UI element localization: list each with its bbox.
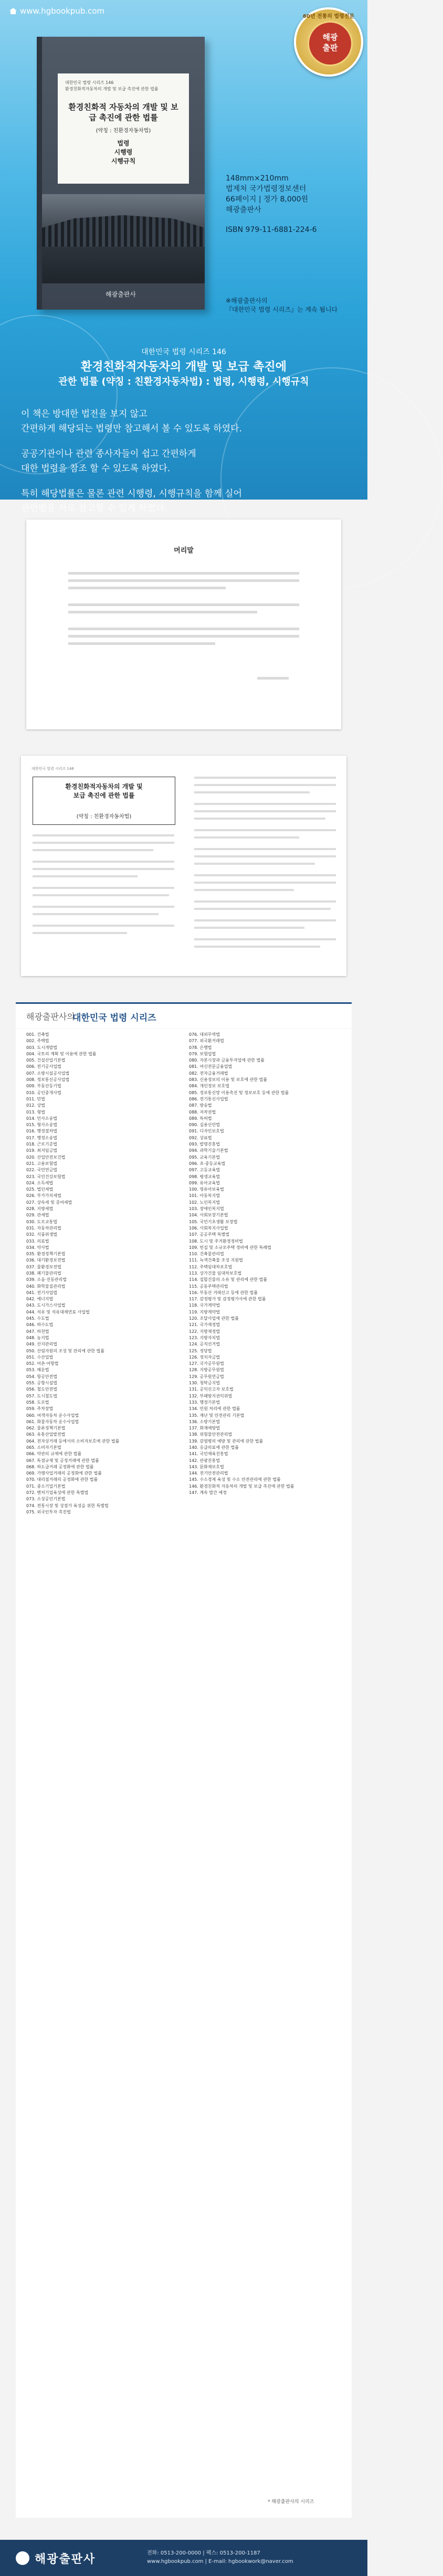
series-list-item: 100. 영유아보육법 xyxy=(189,1187,224,1192)
series-list-item: 090. 실용신안법 xyxy=(189,1122,220,1128)
series-list-item: 022. 국민연금법 xyxy=(26,1168,57,1173)
text-line xyxy=(33,834,174,836)
text-line xyxy=(68,587,226,589)
series-list-item: 113. 상가건물 임대차보호법 xyxy=(189,1270,242,1276)
book-description xyxy=(21,407,352,526)
series-list-item: 066. 약관의 규제에 관한 법률 xyxy=(26,1451,82,1457)
text-line xyxy=(194,836,299,839)
series-list-item: 091. 디자인보호법 xyxy=(189,1129,224,1134)
series-list-item: 099. 유아교육법 xyxy=(189,1180,220,1185)
series-list-item: 002. 주택법 xyxy=(26,1038,49,1044)
publisher-contact xyxy=(147,2549,293,2566)
badge-center-text: 해광 출판 xyxy=(322,33,338,52)
series-list-item: 080. 자본시장과 금융투자업에 관한 법률 xyxy=(189,1058,265,1063)
series-list-item: 119. 지방계약법 xyxy=(189,1309,220,1314)
series-list-item: 038. 폐기물관리법 xyxy=(26,1270,61,1276)
series-list-item: 028. 지방세법 xyxy=(26,1206,54,1212)
spec-gap xyxy=(226,215,357,225)
text-line xyxy=(194,829,336,831)
text-line xyxy=(33,894,169,896)
series-list-item: 085. 정보통신망 이용촉진 및 정보보호 등에 관한 법률 xyxy=(189,1090,289,1095)
series-list-item: 107. 공공주택 특별법 xyxy=(189,1232,229,1237)
text-line xyxy=(33,913,159,915)
text-line xyxy=(33,932,127,934)
series-list-item: 098. 평생교육법 xyxy=(189,1174,220,1179)
series-list-item: 117. 감정평가 및 감정평가사에 관한 법률 xyxy=(189,1297,266,1302)
series-list-item: 067. 독점규제 및 공정거래에 관한 법률 xyxy=(26,1458,99,1463)
text-line xyxy=(257,677,289,680)
series-list-item: 063. 유통산업발전법 xyxy=(26,1432,66,1437)
series-list-item: 082. 전자금융거래법 xyxy=(189,1070,228,1076)
text-line xyxy=(68,611,257,613)
text-line xyxy=(194,818,325,820)
series-list-item: 025. 법인세법 xyxy=(26,1187,54,1192)
site-url-text: www.hgbookpub.com xyxy=(20,6,105,16)
text-line xyxy=(194,791,310,793)
series-list-item: 109. 빈집 및 소규모주택 정비에 관한 특례법 xyxy=(189,1245,271,1250)
series-list-item: 108. 도시 및 주거환경정비법 xyxy=(189,1238,243,1244)
series-note xyxy=(226,296,362,314)
series-list-item: 120. 조달사업에 관한 법률 xyxy=(189,1316,239,1321)
text-line xyxy=(33,861,174,863)
series-list-item: 071. 중소기업기본법 xyxy=(26,1483,66,1489)
series-list-item: 104. 사회보장기본법 xyxy=(189,1213,228,1218)
series-list-item: 030. 도로교통법 xyxy=(26,1219,57,1224)
series-list-item: 046. 하수도법 xyxy=(26,1322,54,1328)
series-list-item: 074. 전통시장 및 상점가 육성을 위한 특별법 xyxy=(26,1503,109,1508)
text-line xyxy=(33,925,174,927)
series-list-item: 094. 과학기술기본법 xyxy=(189,1148,228,1153)
text-line xyxy=(33,906,174,908)
series-list-item: 021. 고용보험법 xyxy=(26,1161,57,1166)
series-list-item: 123. 지방자치법 xyxy=(189,1335,220,1340)
series-list-item: 010. 공인중개사법 xyxy=(26,1090,61,1095)
series-list-item: 110. 건축물관리법 xyxy=(189,1252,224,1257)
series-list-item: 105. 국민기초생활 보장법 xyxy=(189,1219,238,1224)
book-publisher: 해광출판사 xyxy=(106,291,136,298)
title-line: 환경친화적자동차의 개발 및 보급 촉진에 xyxy=(81,361,287,374)
series-list-item: 118. 국가계약법 xyxy=(189,1303,220,1308)
series-list-item: 141. 국민체육진흥법 xyxy=(189,1451,228,1457)
book-title-heading xyxy=(0,360,367,389)
series-list-item: 029. 관세법 xyxy=(26,1213,49,1218)
spec-publisher: 해광출판사 xyxy=(226,206,261,214)
series-list-item: 145. 수소경제 육성 및 수소 안전관리에 관한 법률 xyxy=(189,1477,281,1482)
series-list-item: 037. 물환경보전법 xyxy=(26,1264,61,1269)
text-line xyxy=(68,572,299,575)
series-list-item: 086. 전기통신사업법 xyxy=(189,1096,228,1101)
series-list xyxy=(16,1029,352,2518)
series-list-item: 056. 철도안전법 xyxy=(26,1387,57,1392)
series-list-item: 133. 행정기본법 xyxy=(189,1400,220,1405)
book-item: 시행령 xyxy=(114,149,133,156)
book-cover-title: 환경친화적 자동차의 개발 및 보급 촉진에 관한 법률 xyxy=(68,102,178,122)
spec-source: 법제처 국가법령정보센터 xyxy=(226,185,307,193)
series-list-item: 083. 신용정보의 이용 및 보호에 관한 법률 xyxy=(189,1077,267,1083)
series-list-item: 049. 산지관리법 xyxy=(26,1342,57,1347)
text-line xyxy=(68,628,299,630)
series-list-item: 006. 전기공사업법 xyxy=(26,1064,61,1069)
series-list-item: 127. 국가공무원법 xyxy=(189,1361,224,1366)
series-list-item: 140. 응급의료에 관한 법률 xyxy=(189,1445,239,1450)
text-line xyxy=(194,946,320,948)
text-line xyxy=(194,908,331,910)
book-cover-subtitle: (약칭 : 친환경자동차법) xyxy=(96,128,151,134)
preface-heading: 머리말 xyxy=(174,547,194,555)
text-line xyxy=(194,882,336,884)
book-series-small: 대한민국 법령 시리즈 146 환경친화적자동차의 개발 및 보급 촉진에 관한 법률 xyxy=(65,80,159,91)
series-list-item: 143. 문화재보호법 xyxy=(189,1464,224,1469)
series-list-item: 068. 하도급거래 공정화에 관한 법률 xyxy=(26,1464,94,1469)
series-list-item: 031. 자동차관리법 xyxy=(26,1225,61,1231)
series-header-title: 대한민국 법령 시리즈 xyxy=(72,1013,156,1023)
spec-isbn: ISBN 979-11-6881-224-6 xyxy=(226,226,317,234)
text-line xyxy=(194,863,315,865)
text-line xyxy=(194,810,336,812)
text-line xyxy=(68,642,215,645)
series-list-item: 121. 국가재정법 xyxy=(189,1322,220,1328)
series-header-prefix: 해광출판사의 xyxy=(26,1012,75,1022)
spec-size: 148mm×210mm xyxy=(226,174,289,183)
series-list-item: 106. 사회복지사업법 xyxy=(189,1225,228,1231)
series-list-item: 011. 민법 xyxy=(26,1096,45,1101)
series-list-item: 115. 공동주택관리법 xyxy=(189,1284,228,1289)
note-line: ※해광출판사의 xyxy=(226,297,268,304)
spec-pages-price: 66페이지 | 정가 8,000원 xyxy=(226,195,309,204)
series-list-item: 055. 공항시설법 xyxy=(26,1381,57,1386)
description-paragraph: 특히 해당법률은 물론 관련 시행령, 시행규칙을 함께 실어 관련법을 서로 참고할 수 있게 하였다. xyxy=(21,489,242,514)
series-list-item: 137. 화재예방법 xyxy=(189,1426,220,1431)
text-line xyxy=(33,887,174,889)
series-list-item: 007. 소방시설공사업법 xyxy=(26,1070,70,1076)
series-list-item: 078. 은행법 xyxy=(189,1045,212,1050)
series-list-item: 124. 공직선거법 xyxy=(189,1342,220,1347)
book-cover-items xyxy=(58,139,189,166)
series-column-right xyxy=(189,1032,346,1496)
series-list-item: 015. 형사소송법 xyxy=(26,1122,57,1128)
series-list-item: 041. 전기사업법 xyxy=(26,1290,57,1295)
logo-text: 해광출판사 xyxy=(35,2553,96,2566)
series-list-item: 093. 발명진흥법 xyxy=(189,1142,220,1147)
site-url-link[interactable] xyxy=(9,6,104,16)
series-list-item: 088. 저작권법 xyxy=(189,1109,216,1115)
series-list-item: 027. 상속세 및 증여세법 xyxy=(26,1200,72,1205)
series-list-item: 012. 상법 xyxy=(26,1103,45,1108)
series-list-item: 139. 감염병의 예방 및 관리에 관한 법률 xyxy=(189,1438,263,1444)
preview-title-box xyxy=(33,777,175,825)
series-list-item: 070. 대리점거래의 공정화에 관한 법률 xyxy=(26,1477,98,1482)
series-list-item: 130. 청탁금지법 xyxy=(189,1381,220,1386)
series-list-item: 131. 공익신고자 보호법 xyxy=(189,1387,234,1392)
series-list-item: 059. 주차장법 xyxy=(26,1406,54,1412)
series-footnote: * 해광출판사의 시리즈 xyxy=(268,2499,314,2505)
book-item: 법령 xyxy=(117,140,130,147)
text-line xyxy=(33,875,138,877)
text-line xyxy=(194,919,336,921)
contact-web: www.hgbookpub.com | E-mail: hgbookwork@naver.com xyxy=(147,2559,293,2564)
series-list-item: 024. 소득세법 xyxy=(26,1180,54,1185)
series-list-item: 061. 화물자동차 운수사업법 xyxy=(26,1419,79,1424)
series-list-item: 023. 국민건강보험법 xyxy=(26,1174,66,1179)
series-list-item: 132. 부패방지권익위법 xyxy=(189,1393,233,1398)
series-list-item: 050. 산림자원의 조성 및 관리에 관한 법률 xyxy=(26,1348,104,1353)
series-list-item: 097. 고등교육법 xyxy=(189,1168,220,1173)
series-list-item: 009. 부동산등기법 xyxy=(26,1084,61,1089)
series-list-item: 047. 하천법 xyxy=(26,1329,49,1334)
home-icon xyxy=(9,8,17,14)
text-line xyxy=(194,777,336,779)
series-list-item: 051. 수산업법 xyxy=(26,1354,54,1360)
series-list-item: 016. 행정절차법 xyxy=(26,1129,57,1134)
series-list-item: 079. 보험업법 xyxy=(189,1051,216,1056)
series-list-item: 096. 초·중등교육법 xyxy=(189,1161,226,1166)
series-list-item: 065. 소비자기본법 xyxy=(26,1445,61,1450)
series-number: 대한민국 법령 시리즈 146 xyxy=(141,348,226,356)
series-list-item: 058. 도로법 xyxy=(26,1400,49,1405)
note-line: 『대한민국 법령 시리즈』는 계속 됩니다 xyxy=(226,306,338,313)
series-list-item: 122. 지방재정법 xyxy=(189,1329,220,1334)
text-line xyxy=(194,927,304,929)
series-list-item: 036. 대기환경보전법 xyxy=(26,1258,66,1263)
tradition-badge xyxy=(294,7,363,77)
series-list-header xyxy=(16,1002,352,1028)
series-list-item: 103. 장애인복지법 xyxy=(189,1206,224,1212)
series-list-item: 005. 건설산업기본법 xyxy=(26,1058,66,1063)
series-list-item: 020. 산업안전보건법 xyxy=(26,1154,66,1160)
series-list-item: 008. 정보통신공사업법 xyxy=(26,1077,70,1083)
series-list-item: 136. 소방기본법 xyxy=(189,1419,220,1424)
series-list-item: 126. 정치자금법 xyxy=(189,1354,220,1360)
series-list-item: 053. 해운법 xyxy=(26,1367,49,1373)
text-line xyxy=(33,842,174,844)
series-list-item: 129. 공무원연금법 xyxy=(189,1374,224,1379)
series-list-item: 014. 민사소송법 xyxy=(26,1116,57,1121)
series-list-item: 102. 노인복지법 xyxy=(189,1200,220,1205)
description-paragraph: 공공기관이나 관련 종사자들이 쉽고 간편하게 대한 법령을 참조 할 수 있도록 하였다. xyxy=(21,449,196,474)
series-list-item: 128. 지방공무원법 xyxy=(189,1367,224,1373)
hanok-roof-image xyxy=(42,194,205,283)
title-line: 관한 법률 (약칭 : 친환경자동차법) : 법령, 시행령, 시행규칙 xyxy=(58,376,309,387)
text-line xyxy=(194,848,336,850)
series-list-item: 035. 환경정책기본법 xyxy=(26,1252,66,1257)
series-list-item: 072. 벤처기업육성에 관한 특별법 xyxy=(26,1490,89,1496)
series-list-item: 138. 위험물안전관리법 xyxy=(189,1432,233,1437)
text-line xyxy=(194,938,336,940)
text-line xyxy=(194,889,294,891)
series-list-item: 073. 소상공인기본법 xyxy=(26,1497,66,1502)
series-list-item: 111. 녹색건축물 조성 지원법 xyxy=(189,1258,243,1263)
preview-subtitle: (약칭 : 친환경자동차법) xyxy=(76,814,132,820)
series-list-item: 013. 형법 xyxy=(26,1109,45,1115)
series-list-item: 057. 도시철도법 xyxy=(26,1393,57,1398)
series-list-item: 144. 전기안전관리법 xyxy=(189,1471,228,1476)
text-line xyxy=(194,855,336,857)
contact-phone: 전화: 0513-200-0000 | 팩스: 0513-200-1187 xyxy=(147,2550,260,2556)
series-list-item: 034. 약사법 xyxy=(26,1245,49,1250)
series-list-item: 040. 화학물질관리법 xyxy=(26,1284,66,1289)
preview-title: 환경친화적자동차의 개발 및 보급 촉진에 관한 법률 xyxy=(65,783,143,799)
series-list-item: 146. 환경친화적 자동차의 개발 및 보급 촉진에 관한 법률 xyxy=(189,1483,294,1489)
series-list-item: 045. 수도법 xyxy=(26,1316,49,1321)
text-line xyxy=(194,900,336,903)
series-list-item: 001. 건축법 xyxy=(26,1032,49,1037)
book-item: 시행규칙 xyxy=(111,157,136,165)
series-list-item: 043. 도시가스사업법 xyxy=(26,1303,66,1308)
series-list-item: 089. 특허법 xyxy=(189,1116,212,1121)
series-list-item: 125. 정당법 xyxy=(189,1348,212,1353)
text-line xyxy=(194,874,336,876)
series-list-item: 003. 도시개발법 xyxy=(26,1045,57,1050)
series-list-item: 052. 어촌·어항법 xyxy=(26,1361,59,1366)
series-list-item: 095. 교육기본법 xyxy=(189,1154,220,1160)
series-list-item: 032. 식품위생법 xyxy=(26,1232,57,1237)
content-preview xyxy=(21,756,346,976)
preview-page-header: 대한민국 법령 시리즈 146 xyxy=(31,767,74,771)
series-list-item: 042. 에너지법 xyxy=(26,1297,54,1302)
description-paragraph: 이 책은 방대한 법전을 보지 않고 간편하게 해당되는 법령만 참고해서 볼 수 있도록 하였다. xyxy=(21,409,242,434)
series-list-item: 081. 여신전문금융업법 xyxy=(189,1064,233,1069)
series-list-item: 026. 부가가치세법 xyxy=(26,1193,61,1199)
text-line xyxy=(194,803,336,805)
logo-mark-icon xyxy=(16,2551,29,2565)
series-column-left xyxy=(26,1032,184,1515)
series-list-item: 019. 최저임금법 xyxy=(26,1148,57,1153)
text-line xyxy=(68,635,299,638)
series-list-item: 112. 주택임대차보호법 xyxy=(189,1264,233,1269)
series-list-item: 017. 행정소송법 xyxy=(26,1135,57,1140)
series-list-item: 064. 전자상거래 등에서의 소비자보호에 관한 법률 xyxy=(26,1438,120,1444)
series-list-item: 101. 아동복지법 xyxy=(189,1193,220,1199)
series-list-item: 033. 의료법 xyxy=(26,1238,49,1244)
book-specs xyxy=(226,173,357,235)
text-line xyxy=(33,868,174,870)
preface-preview xyxy=(26,520,341,729)
series-list-item: 062. 물류정책기본법 xyxy=(26,1426,66,1431)
series-list-item: 048. 농지법 xyxy=(26,1335,49,1340)
series-list-item: 054. 항공안전법 xyxy=(26,1374,57,1379)
series-list-item: 147. 계속 발간 예정 xyxy=(189,1490,227,1496)
series-list-item: 077. 외국환거래법 xyxy=(189,1038,224,1044)
series-list-item: 075. 외국인투자 촉진법 xyxy=(26,1509,71,1514)
text-line xyxy=(194,784,336,786)
publisher-footer xyxy=(0,2540,367,2576)
book-cover xyxy=(37,37,205,310)
series-list-item: 018. 근로기준법 xyxy=(26,1142,57,1147)
series-list-item: 092. 상표법 xyxy=(189,1135,212,1140)
book-title-label xyxy=(58,73,189,184)
series-list-item: 004. 국토의 계획 및 이용에 관한 법률 xyxy=(26,1051,97,1056)
series-list-item: 142. 관광진흥법 xyxy=(189,1458,220,1463)
series-list-item: 044. 석유 및 석유대체연료 사업법 xyxy=(26,1309,90,1314)
series-list-item: 060. 여객자동차 운수사업법 xyxy=(26,1413,79,1418)
series-list-item: 069. 가맹사업거래의 공정화에 관한 법률 xyxy=(26,1471,102,1476)
badge-arc-text: 60년 전통의 법령전문 xyxy=(302,14,355,19)
series-list-item: 116. 부동산 거래신고 등에 관한 법률 xyxy=(189,1290,258,1295)
series-list-item: 076. 대외무역법 xyxy=(189,1032,220,1037)
series-list-item: 135. 재난 및 안전관리 기본법 xyxy=(189,1413,245,1418)
book-spine xyxy=(37,37,42,310)
series-list-item: 134. 민원 처리에 관한 법률 xyxy=(189,1406,240,1412)
publisher-logo xyxy=(16,2550,96,2567)
text-line xyxy=(68,579,299,582)
hero-section xyxy=(0,0,367,514)
series-list-item: 039. 소음·진동관리법 xyxy=(26,1277,67,1282)
series-list-item: 114. 집합건물의 소유 및 관리에 관한 법률 xyxy=(189,1277,267,1282)
text-line xyxy=(68,603,299,606)
text-line xyxy=(33,849,153,851)
series-list-item: 084. 개인정보 보호법 xyxy=(189,1084,229,1089)
series-list-item: 087. 방송법 xyxy=(189,1103,212,1108)
